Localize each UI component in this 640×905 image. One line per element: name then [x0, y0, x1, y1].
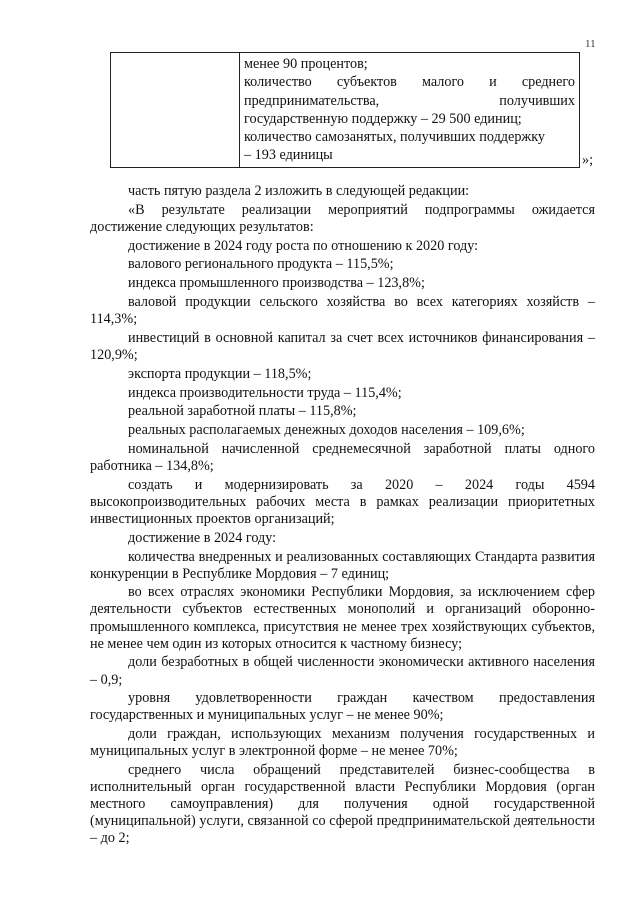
paragraph: реальной заработной платы – 115,8%; [128, 403, 357, 420]
document-body [90, 183, 595, 849]
paragraph: уровня удовлетворенности граждан качеством предоставления государственных и муниципальных услуг – не менее 90%; [90, 690, 595, 724]
paragraph: достижение в 2024 году роста по отношению к 2020 году: [128, 237, 479, 254]
paragraph: валового регионального продукта – 115,5%; [128, 256, 394, 273]
page-number: 11 [585, 38, 596, 50]
table-cell-line: количество субъектов малого и среднего [244, 74, 575, 91]
closing-quote-mark: »; [582, 152, 594, 168]
table-cell-line: государственную поддержку – 29 500 единиц; [244, 110, 522, 127]
continued-table [110, 52, 580, 168]
paragraph: создать и модернизировать за 2020 – 2024 годы 4594 высокопроизводительных рабочих места в рамках реализации приоритетных инвестиционных проектов организаций; [90, 476, 595, 527]
paragraph: номинальной начисленной среднемесячной заработной платы одного работника – 134,8%; [90, 440, 595, 474]
paragraph: индекса промышленного производства – 123,8%; [128, 275, 425, 292]
table-cell-empty [111, 53, 240, 168]
paragraph: количества внедренных и реализованных составляющих Стандарта развития конкуренции в Республике Мордовия – 7 единиц; [90, 548, 595, 582]
table-cell-text [240, 53, 580, 168]
paragraph: часть пятую раздела 2 изложить в следующей редакции: [128, 183, 470, 199]
table-cell-line: количество самозанятых, получивших поддержку [244, 129, 546, 146]
paragraph: реальных располагаемых денежных доходов населения – 109,6%; [128, 422, 525, 439]
paragraph: во всех отраслях экономики Республики Мордовия, за исключением сфер деятельности субъектов естественных монополий и организаций оборонно-промышленного комплекса, присутствия не менее трех хозяйствующих субъектов, не менее чем один из которых относится к частному бизнесу; [90, 584, 595, 652]
paragraph: инвестиций в основной капитал за счет всех источников финансирования – 120,9%; [90, 329, 595, 363]
paragraph: доли граждан, использующих механизм получения государственных и муниципальных услуг в электронной форме – не менее 70%; [90, 726, 595, 760]
table-cell-line: – 193 единицы [244, 147, 333, 164]
paragraph: экспорта продукции – 118,5%; [128, 365, 312, 382]
paragraph: доли безработных в общей численности экономически активного населения – 0,9; [90, 654, 595, 688]
table-row [111, 53, 580, 168]
paragraph: индекса производительности труда – 115,4%; [128, 384, 402, 401]
table-cell-line: предпринимательства, получивших [244, 92, 575, 109]
paragraph: среднего числа обращений представителей бизнес-сообщества в исполнительный орган государственной власти Республики Мордовия (орган местного самоуправления) для получения одной государственной (муниципальной) услуги, связанной со сферой предпринимательской деятельности – до 2; [90, 762, 595, 847]
paragraph: достижение в 2024 году: [128, 529, 277, 546]
table-cell-line: менее 90 процентов; [244, 56, 368, 72]
paragraph: «В результате реализации мероприятий подпрограммы ожидается достижение следующих результатов: [90, 201, 595, 235]
paragraph: валовой продукции сельского хозяйства во всех категориях хозяйств – 114,3%; [90, 294, 595, 328]
